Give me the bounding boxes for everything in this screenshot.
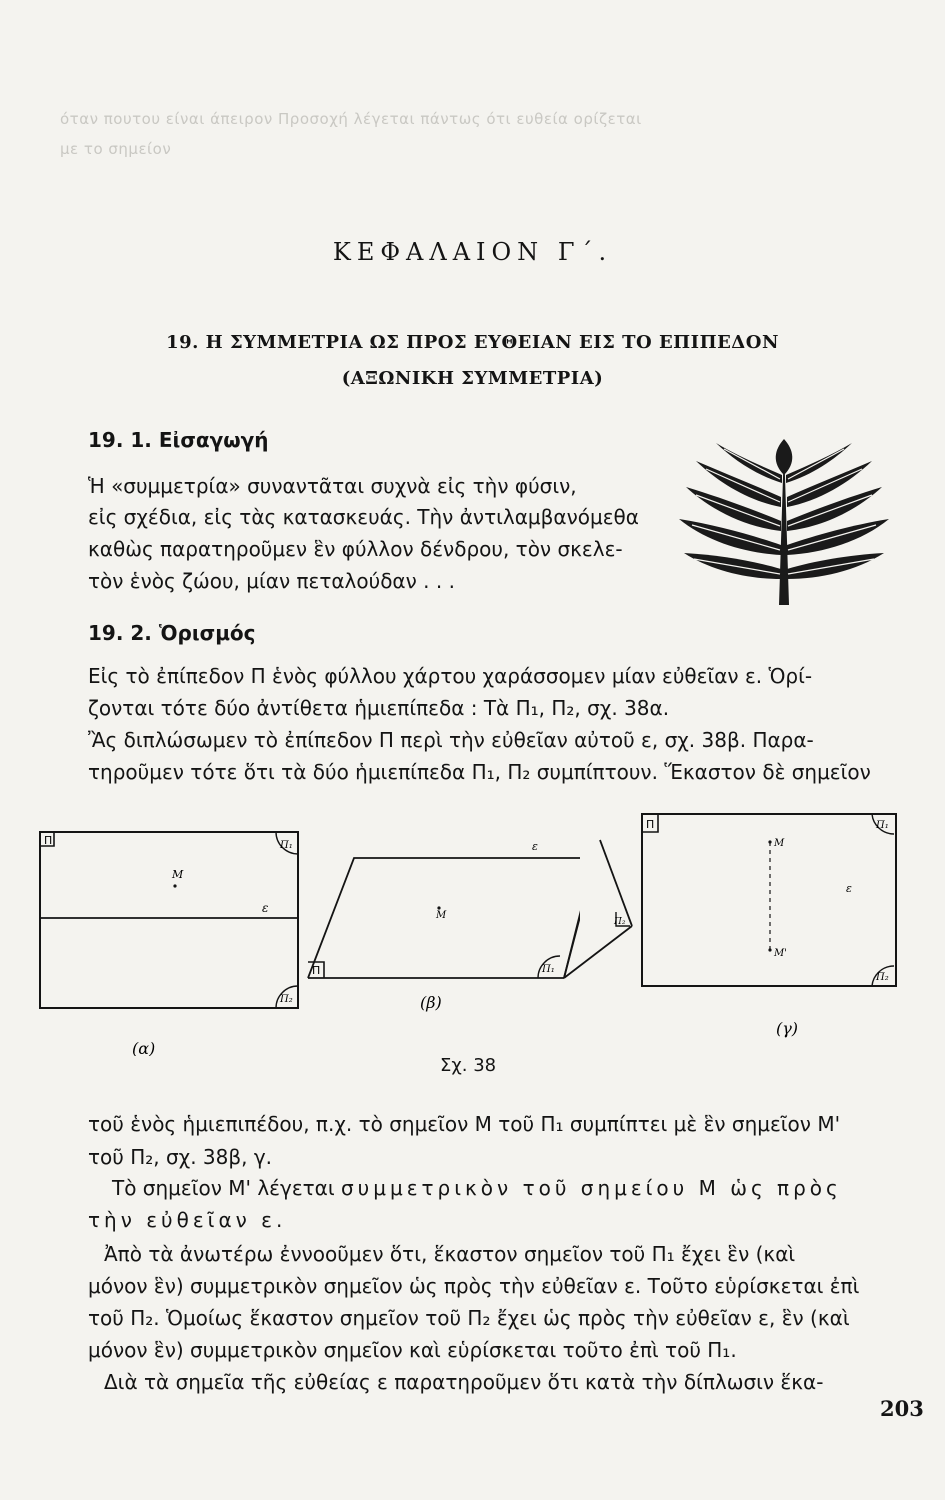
point-m-prime [768,948,771,951]
half2-label: Π₂ [876,972,889,983]
bleed-through-text: με το σημείον [60,140,172,158]
intro-heading: 19. 1. Εἰσαγωγή [88,428,269,452]
text-line: ζονται τότε δύο ἀντίθετα ἡμιεπίπεδα : Τὰ Π₁, Π₂, σχ. 38α. [88,696,670,720]
text-line: τηροῦμεν τότε ὅτι τὰ δύο ἡμιεπίπεδα Π₁, Π₂ συμπίπτουν. Ἕκαστον δὲ σημεῖον [88,760,871,784]
text-line: τοῦ Π₂, σχ. 38β, γ. [88,1145,273,1169]
point-m [768,840,771,843]
text-line: μόνον ἓν) συμμετρικὸν σημεῖον καὶ εὑρίσκεται τοῦτο ἐπὶ τοῦ Π₁. [88,1338,737,1362]
line-label: ε [532,840,538,853]
line-label: ε [262,901,269,915]
text-line: Ἂς διπλώσωμεν τὸ ἐπίπεδον Π περὶ τὴν εὐθεῖαν αὐτοῦ ε, σχ. 38β. Παρα- [88,728,814,752]
chapter-title: ΚΕΦΑΛΑΙΟΝ Γ΄. [332,238,613,266]
text-segment: Τὸ σημεῖον Μ' λέγεται [112,1176,335,1200]
text-line: τὸν ἑνὸς ζώου, μίαν πεταλούδαν . . . [88,569,455,593]
text-line [112,1176,842,1200]
page-number: 203 [880,1396,924,1421]
point-m [437,906,440,909]
text-line: μόνον ἓν) συμμετρικὸν σημεῖον ὡς πρὸς τὴν εὐθεῖαν ε. Τοῦτο εὑρίσκεται ἐπὶ [88,1274,860,1298]
plane-label: Π [646,818,655,831]
half2-label: Π₂ [280,994,293,1005]
definition-heading: 19. 2. Ὁρισμός [88,621,256,645]
text-line: Διὰ τὰ σημεῖα τῆς εὐθείας ε παρατηροῦμεν ὅτι κατὰ τὴν δίπλωσιν ἕκα- [104,1370,824,1394]
figure-38b [302,828,580,1018]
point-label: Μ [436,910,447,921]
half1-label: Π₁ [876,820,889,831]
point-m [173,884,176,887]
text-line: τοῦ Π₂. Ὁμοίως ἕκαστον σημεῖον τοῦ Π₂ ἔχει ὡς πρὸς τὴν εὐθεῖαν ε, ἓν (καὶ [88,1306,850,1330]
leaf-illustration [664,435,904,610]
half1-label: Π₁ [542,964,555,975]
point-label: Μ [172,868,184,881]
figure-a-label: (α) [132,1039,156,1056]
figure-38c [636,806,908,1046]
text-line: Εἰς τὸ ἐπίπεδον Π ἑνὸς φύλλου χάρτου χαράσσομεν μίαν εὐθεῖαν ε. Ὁρί- [88,664,813,688]
line-label: ε [846,882,852,895]
half1-label: Π₁ [280,840,293,851]
point-sym-label: Μ' [774,948,787,959]
text-line: Ἀπὸ τὰ ἀνωτέρω ἐννοοῦμεν ὅτι, ἕκαστον σημεῖον τοῦ Π₁ ἔχει ἓν (καὶ [104,1242,796,1266]
text-line: καθὼς παρατηροῦμεν ἓν φύλλον δένδρου, τὸν σκελε- [88,537,623,561]
figure-b-label: (β) [420,993,442,1012]
figure-caption: Σχ. 38 [440,1055,497,1076]
section-subtitle: (ΑΞΩΝΙΚΗ ΣΥΜΜΕΤΡΙΑ) [341,368,604,389]
text-line: Ἡ «συμμετρία» συναντᾶται συχνὰ εἰς τὴν φύσιν, [88,474,577,498]
text-line: εἰς σχέδια, εἰς τὰς κατασκευάς. Τὴν ἀντιλαμβανόμεθα [88,505,639,529]
emphasis-term: συμμετρικὸν τοῦ σημείου Μ ὡς πρὸς [341,1176,842,1200]
figure-g-label: (γ) [776,1019,799,1038]
text-line: τοῦ ἑνὸς ἡμιεπιπέδου, π.χ. τὸ σημεῖον Μ τοῦ Π₁ συμπίπτει μὲ ἓν σημεῖον Μ' [88,1112,841,1136]
plane-label: Π [312,964,321,977]
point-label: Μ [774,838,785,849]
plane-label: Π [44,834,53,847]
half2-label: Π₂ [614,917,626,927]
section-title: 19. Η ΣΥΜΜΕΤΡΙΑ ΩΣ ΠΡΟΣ ΕΥΘΕΙΑΝ ΕΙΣ ΤΟ ΕΠΙΠΕΔΟΝ [166,332,779,353]
bleed-through-text: όταν πουτου είναι άπειρον Προσοχή λέγεται πάντως ότι ευθεία ορίζεται [60,110,642,128]
figure-38b-flap [560,828,640,988]
figure-38a [36,826,306,1056]
emphasis-line: τὴν εὐθεῖαν ε. [88,1208,287,1232]
